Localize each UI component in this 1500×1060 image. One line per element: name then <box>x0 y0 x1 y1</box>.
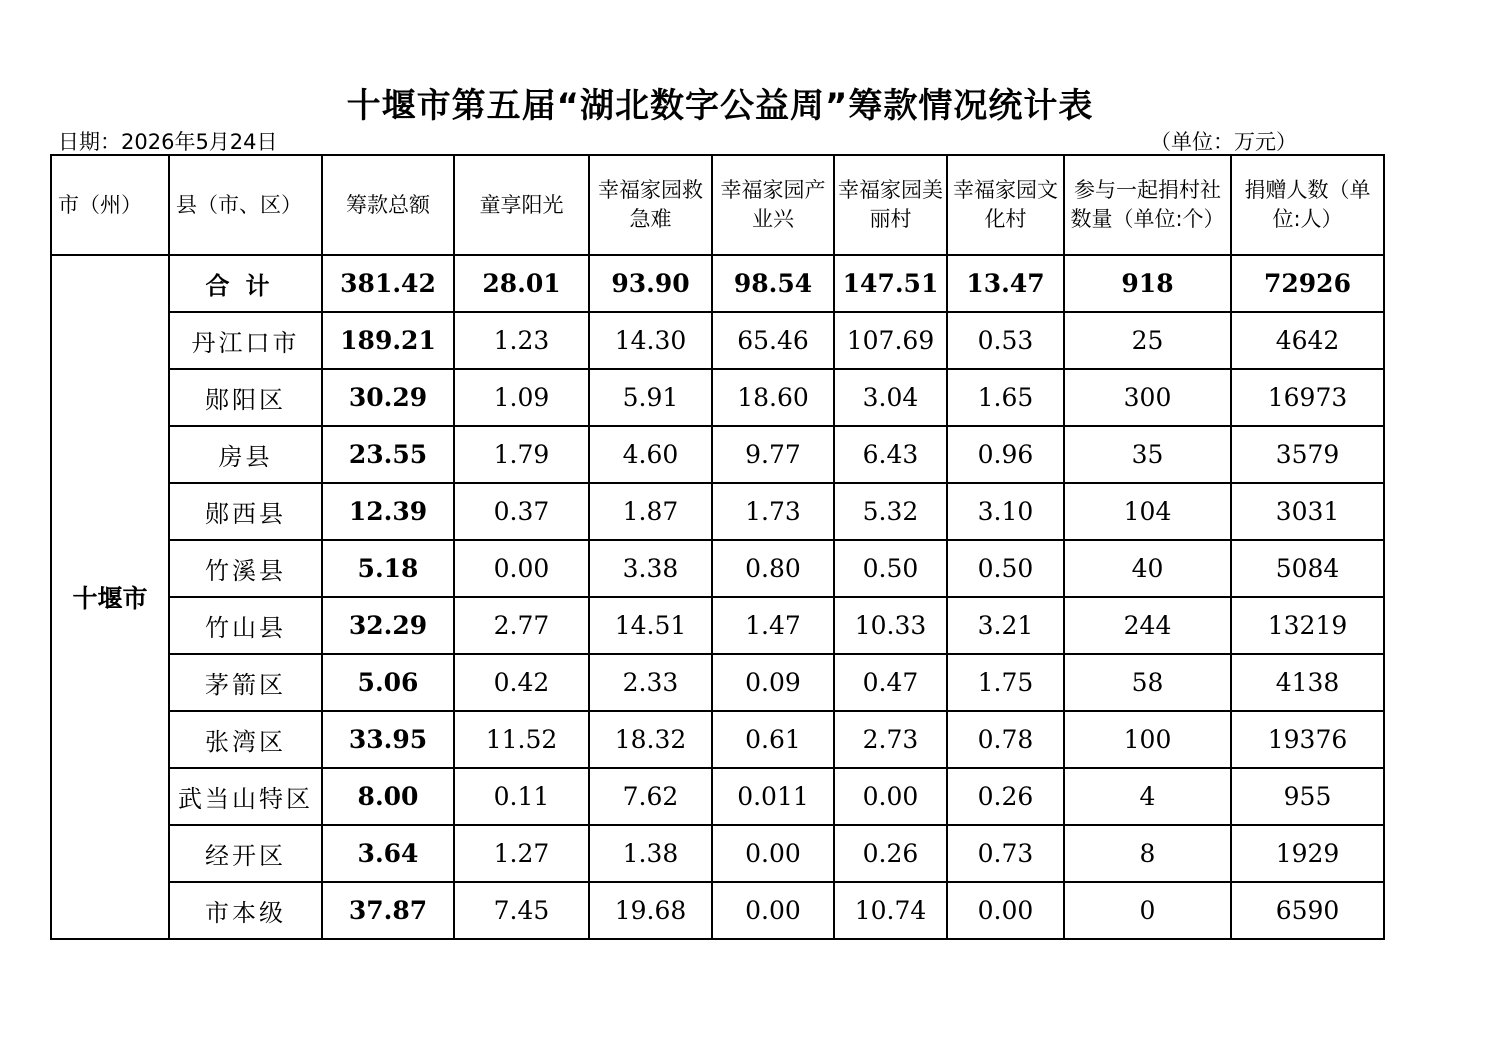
cell-district: 市本级 <box>169 882 322 939</box>
cell-industry: 0.00 <box>712 882 834 939</box>
cell-district: 郧阳区 <box>169 369 322 426</box>
table-row <box>51 483 1384 540</box>
header-cell-total: 筹款总额 <box>322 155 454 255</box>
cell-total: 381.42 <box>322 255 454 312</box>
cell-donors: 955 <box>1231 768 1384 825</box>
cell-village: 3.04 <box>834 369 947 426</box>
cell-sunshine: 28.01 <box>454 255 589 312</box>
cell-emergency: 18.32 <box>589 711 712 768</box>
cell-district: 经开区 <box>169 825 322 882</box>
header-cell-culture: 幸福家园文化村 <box>947 155 1064 255</box>
cell-district: 合计 <box>169 255 322 312</box>
cell-total: 8.00 <box>322 768 454 825</box>
cell-culture: 0.78 <box>947 711 1064 768</box>
cell-district: 郧西县 <box>169 483 322 540</box>
cell-communities: 300 <box>1064 369 1231 426</box>
header-cell-emergency: 幸福家园救急难 <box>589 155 712 255</box>
table-row <box>51 882 1384 939</box>
header-cell-industry: 幸福家园产业兴 <box>712 155 834 255</box>
cell-sunshine: 1.27 <box>454 825 589 882</box>
cell-emergency: 14.30 <box>589 312 712 369</box>
unit-label: （单位：万元） <box>1150 130 1297 154</box>
cell-industry: 1.47 <box>712 597 834 654</box>
date-label: 日期：2026年5月24日 <box>58 130 278 154</box>
cell-sunshine: 11.52 <box>454 711 589 768</box>
cell-village: 0.47 <box>834 654 947 711</box>
cell-district: 丹江口市 <box>169 312 322 369</box>
cell-industry: 98.54 <box>712 255 834 312</box>
cell-communities: 40 <box>1064 540 1231 597</box>
cell-communities: 918 <box>1064 255 1231 312</box>
cell-donors: 16973 <box>1231 369 1384 426</box>
cell-industry: 0.09 <box>712 654 834 711</box>
cell-village: 10.74 <box>834 882 947 939</box>
cell-culture: 0.96 <box>947 426 1064 483</box>
cell-district: 武当山特区 <box>169 768 322 825</box>
cell-sunshine: 2.77 <box>454 597 589 654</box>
cell-emergency: 14.51 <box>589 597 712 654</box>
table-row <box>51 540 1384 597</box>
cell-communities: 244 <box>1064 597 1231 654</box>
cell-emergency: 2.33 <box>589 654 712 711</box>
cell-donors: 6590 <box>1231 882 1384 939</box>
cell-industry: 0.61 <box>712 711 834 768</box>
cell-donors: 3579 <box>1231 426 1384 483</box>
cell-communities: 35 <box>1064 426 1231 483</box>
city-cell: 十堰市 <box>51 255 169 939</box>
cell-village: 2.73 <box>834 711 947 768</box>
cell-emergency: 7.62 <box>589 768 712 825</box>
cell-sunshine: 0.42 <box>454 654 589 711</box>
cell-industry: 1.73 <box>712 483 834 540</box>
table-row <box>51 711 1384 768</box>
cell-total: 37.87 <box>322 882 454 939</box>
cell-industry: 0.011 <box>712 768 834 825</box>
cell-donors: 5084 <box>1231 540 1384 597</box>
header-cell-county: 县（市、区） <box>169 155 322 255</box>
cell-district: 竹溪县 <box>169 540 322 597</box>
cell-communities: 8 <box>1064 825 1231 882</box>
cell-sunshine: 1.23 <box>454 312 589 369</box>
cell-district: 房县 <box>169 426 322 483</box>
cell-culture: 13.47 <box>947 255 1064 312</box>
cell-industry: 9.77 <box>712 426 834 483</box>
cell-culture: 3.10 <box>947 483 1064 540</box>
cell-communities: 0 <box>1064 882 1231 939</box>
cell-total: 5.06 <box>322 654 454 711</box>
header-cell-city: 市（州） <box>51 155 169 255</box>
cell-district: 张湾区 <box>169 711 322 768</box>
cell-village: 6.43 <box>834 426 947 483</box>
cell-village: 0.50 <box>834 540 947 597</box>
cell-emergency: 1.38 <box>589 825 712 882</box>
cell-culture: 0.53 <box>947 312 1064 369</box>
cell-donors: 72926 <box>1231 255 1384 312</box>
cell-communities: 104 <box>1064 483 1231 540</box>
cell-communities: 100 <box>1064 711 1231 768</box>
cell-sunshine: 1.79 <box>454 426 589 483</box>
cell-district: 竹山县 <box>169 597 322 654</box>
cell-total: 12.39 <box>322 483 454 540</box>
cell-emergency: 4.60 <box>589 426 712 483</box>
cell-communities: 58 <box>1064 654 1231 711</box>
cell-village: 0.00 <box>834 768 947 825</box>
cell-total: 32.29 <box>322 597 454 654</box>
fundraising-table <box>50 154 1385 940</box>
cell-emergency: 3.38 <box>589 540 712 597</box>
cell-total: 33.95 <box>322 711 454 768</box>
cell-village: 10.33 <box>834 597 947 654</box>
cell-industry: 0.00 <box>712 825 834 882</box>
cell-total: 189.21 <box>322 312 454 369</box>
cell-donors: 13219 <box>1231 597 1384 654</box>
table-row <box>51 426 1384 483</box>
cell-sunshine: 0.37 <box>454 483 589 540</box>
table-row <box>51 369 1384 426</box>
cell-industry: 65.46 <box>712 312 834 369</box>
cell-culture: 3.21 <box>947 597 1064 654</box>
table-row <box>51 312 1384 369</box>
cell-culture: 1.65 <box>947 369 1064 426</box>
cell-sunshine: 7.45 <box>454 882 589 939</box>
cell-donors: 4642 <box>1231 312 1384 369</box>
cell-industry: 0.80 <box>712 540 834 597</box>
header-cell-donors: 捐赠人数（单位:人） <box>1231 155 1384 255</box>
cell-village: 107.69 <box>834 312 947 369</box>
cell-sunshine: 0.11 <box>454 768 589 825</box>
cell-total: 3.64 <box>322 825 454 882</box>
table-row <box>51 597 1384 654</box>
total-row <box>51 255 1384 312</box>
cell-communities: 25 <box>1064 312 1231 369</box>
header-cell-sunshine: 童享阳光 <box>454 155 589 255</box>
cell-district: 茅箭区 <box>169 654 322 711</box>
cell-culture: 1.75 <box>947 654 1064 711</box>
header-row <box>51 155 1384 255</box>
cell-culture: 0.26 <box>947 768 1064 825</box>
header-cell-communities: 参与一起捐村社数量（单位:个） <box>1064 155 1231 255</box>
cell-industry: 18.60 <box>712 369 834 426</box>
cell-communities: 4 <box>1064 768 1231 825</box>
page-title: 十堰市第五届“湖北数字公益周”筹款情况统计表 <box>346 86 1094 126</box>
header-cell-village: 幸福家园美丽村 <box>834 155 947 255</box>
cell-emergency: 1.87 <box>589 483 712 540</box>
table-row <box>51 768 1384 825</box>
cell-sunshine: 0.00 <box>454 540 589 597</box>
cell-emergency: 5.91 <box>589 369 712 426</box>
cell-donors: 4138 <box>1231 654 1384 711</box>
cell-village: 147.51 <box>834 255 947 312</box>
table-row <box>51 825 1384 882</box>
cell-culture: 0.50 <box>947 540 1064 597</box>
cell-culture: 0.73 <box>947 825 1064 882</box>
cell-donors: 3031 <box>1231 483 1384 540</box>
cell-culture: 0.00 <box>947 882 1064 939</box>
cell-total: 30.29 <box>322 369 454 426</box>
cell-village: 5.32 <box>834 483 947 540</box>
cell-emergency: 19.68 <box>589 882 712 939</box>
table-row <box>51 654 1384 711</box>
cell-donors: 19376 <box>1231 711 1384 768</box>
cell-donors: 1929 <box>1231 825 1384 882</box>
cell-total: 23.55 <box>322 426 454 483</box>
cell-village: 0.26 <box>834 825 947 882</box>
cell-sunshine: 1.09 <box>454 369 589 426</box>
cell-emergency: 93.90 <box>589 255 712 312</box>
cell-total: 5.18 <box>322 540 454 597</box>
